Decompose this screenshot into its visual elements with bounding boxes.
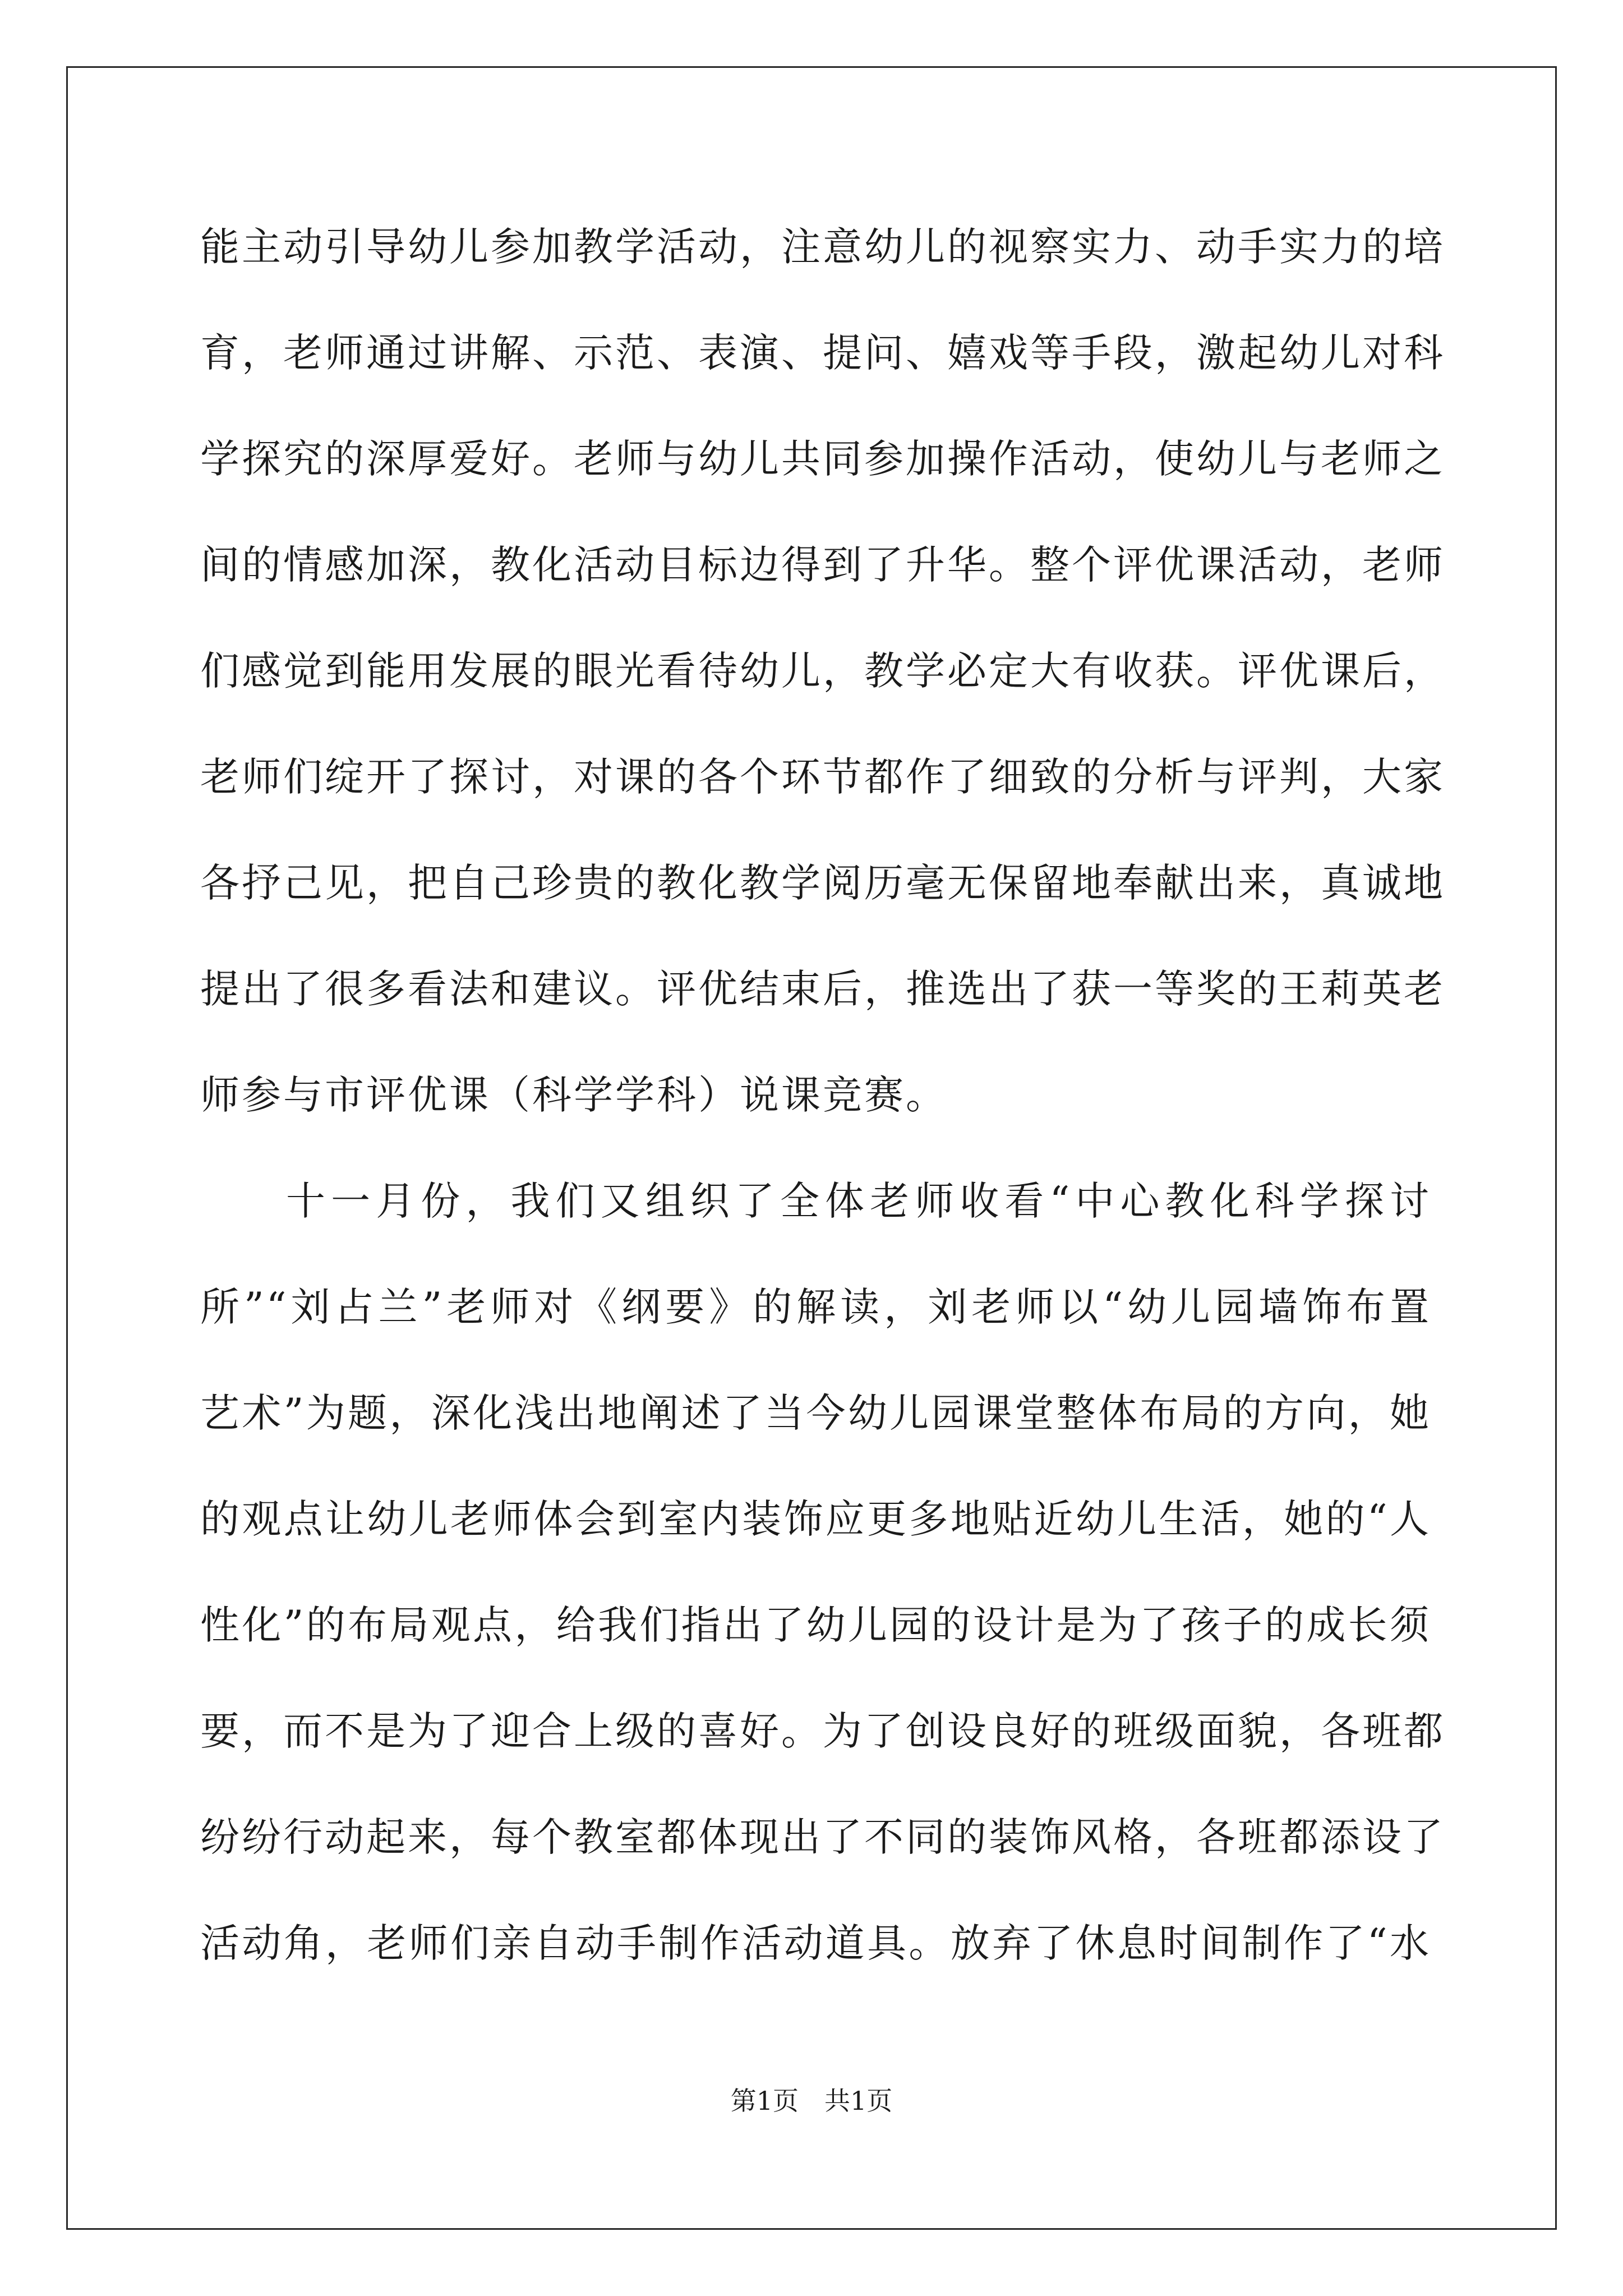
body-text-line: 的观点让幼儿老师体会到室内装饰应更多地贴近幼儿生活，她的“人 (200, 1496, 1431, 1542)
page-number: 第1页 共1页 (730, 2086, 893, 2116)
body-text-line: 活动角，老师们亲自动手制作活动道具。放弃了休息时间制作了“水 (200, 1920, 1431, 1966)
body-text-line: 纷纷行动起来，每个教室都体现出了不同的装饰风格，各班都添设了 (200, 1814, 1445, 1860)
body-text-line: 间的情感加深，教化活动目标边得到了升华。整个评优课活动，老师 (200, 542, 1445, 588)
body-text-line: 育，老师通过讲解、示范、表演、提问、嬉戏等手段，激起幼儿对科 (200, 330, 1445, 376)
body-text-line: 学探究的深厚爱好。老师与幼儿共同参加操作活动，使幼儿与老师之 (200, 436, 1445, 482)
page-border (66, 66, 1557, 2230)
body-text-line: 艺术”为题，深化浅出地阐述了当今幼儿园课堂整体布局的方向，她 (200, 1390, 1431, 1436)
body-text-line: 们感觉到能用发展的眼光看待幼儿，教学必定大有收获。评优课后， (200, 648, 1445, 694)
body-text-line: 提出了很多看法和建议。评优结束后，推选出了获一等奖的王莉英老 (200, 966, 1445, 1012)
body-text-line: 师参与市评优课（科学学科）说课竞赛。 (200, 1072, 947, 1118)
body-text-line: 性化”的布局观点，给我们指出了幼儿园的设计是为了孩子的成长须 (200, 1602, 1431, 1648)
body-text-line: 各抒己见，把自己珍贵的教化教学阅历毫无保留地奉献出来，真诚地 (200, 860, 1445, 906)
body-text-line: 老师们绽开了探讨，对课的各个环节都作了细致的分析与评判，大家 (200, 754, 1445, 800)
body-text-line: 要，而不是为了迎合上级的喜好。为了创设良好的班级面貌，各班都 (200, 1708, 1445, 1754)
paragraph-first-line: 十一月份，我们又组织了全体老师收看“中心教化科学探讨 (286, 1178, 1431, 1224)
body-text-line: 所”“刘占兰”老师对《纲要》的解读，刘老师以“幼儿园墙饰布置 (200, 1284, 1431, 1330)
body-text-line: 能主动引导幼儿参加教学活动，注意幼儿的视察实力、动手实力的培 (200, 224, 1445, 270)
